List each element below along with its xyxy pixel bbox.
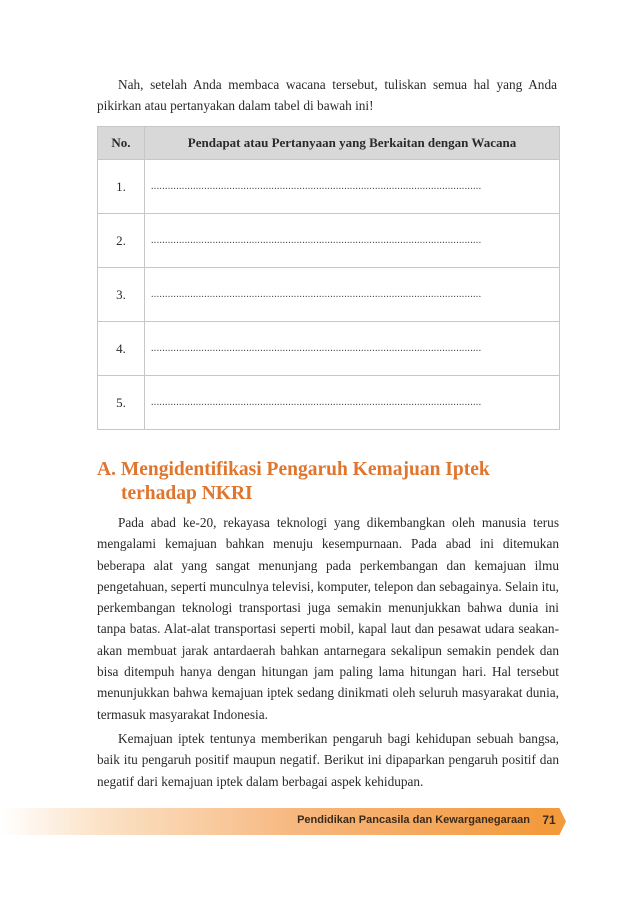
question-table <box>97 126 560 430</box>
row-number: 2. <box>98 214 145 268</box>
row-number: 3. <box>98 268 145 322</box>
section-heading <box>97 458 567 506</box>
page-number: 71 <box>542 813 556 827</box>
table-row <box>98 160 560 214</box>
header-opinion: Pendapat atau Pertanyaan yang Berkaitan dengan Wacana <box>145 127 560 160</box>
answer-blank: ...................................................................................................................... <box>145 376 560 430</box>
answer-blank: ...................................................................................................................... <box>145 214 560 268</box>
table-row <box>98 268 560 322</box>
header-no: No. <box>98 127 145 160</box>
table-row <box>98 376 560 430</box>
answer-blank: ...................................................................................................................... <box>145 160 560 214</box>
section-body <box>97 512 559 795</box>
table-row <box>98 214 560 268</box>
row-number: 1. <box>98 160 145 214</box>
table-header-row <box>98 127 560 160</box>
answer-blank: ...................................................................................................................... <box>145 322 560 376</box>
row-number: 4. <box>98 322 145 376</box>
intro-text: Nah, setelah Anda membaca wacana tersebut, tuliskan semua hal yang Anda pikirkan atau pertanyakan dalam tabel di bawah ini! <box>97 77 557 113</box>
footer-book-title: Pendidikan Pancasila dan Kewarganegaraan <box>297 814 530 826</box>
section-heading-line2: terhadap NKRI <box>121 483 253 504</box>
answer-blank: ...................................................................................................................... <box>145 268 560 322</box>
body-paragraph-1: Pada abad ke-20, rekayasa teknologi yang dikembangkan oleh manusia terus mengalami kemajuan bahkan menuju kesempurnaan. Pada abad ini ditemukan beberapa alat yang sangat menunjang pada perkembangan dan kemajuan ilmu pengetahuan, seperti munculnya televisi, komputer, telepon dan sebagainya. Selain itu, perkembangan teknologi transportasi juga semakin menunjukkan bahwa dunia ini tanpa batas. Alat-alat transportasi seperti mobil, kapal laut dan pesawat udara seakan-akan membuat jarak antardaerah bahkan antarnegara sekalipun semakin pendek dan bisa ditempuh hanya dengan hitungan jam paling lama hitungan hari. Hal tersebut menunjukkan bahwa kemajuan iptek sedang dinikmati oleh seluruh masyarakat dunia, termasuk masyarakat Indonesia. <box>97 515 559 722</box>
intro-paragraph <box>97 74 557 116</box>
body-paragraph-2: Kemajuan iptek tentunya memberikan pengaruh bagi kehidupan sebuah bangsa, baik itu pengaruh positif maupun negatif. Berikut ini dipaparkan pengaruh positif dan negatif dari kemajuan iptek dalam berbagai aspek kehidupan. <box>97 730 559 789</box>
row-number: 5. <box>98 376 145 430</box>
section-heading-line1: A. Mengidentifikasi Pengaruh Kemajuan Iptek <box>97 459 490 480</box>
table-row <box>98 322 560 376</box>
